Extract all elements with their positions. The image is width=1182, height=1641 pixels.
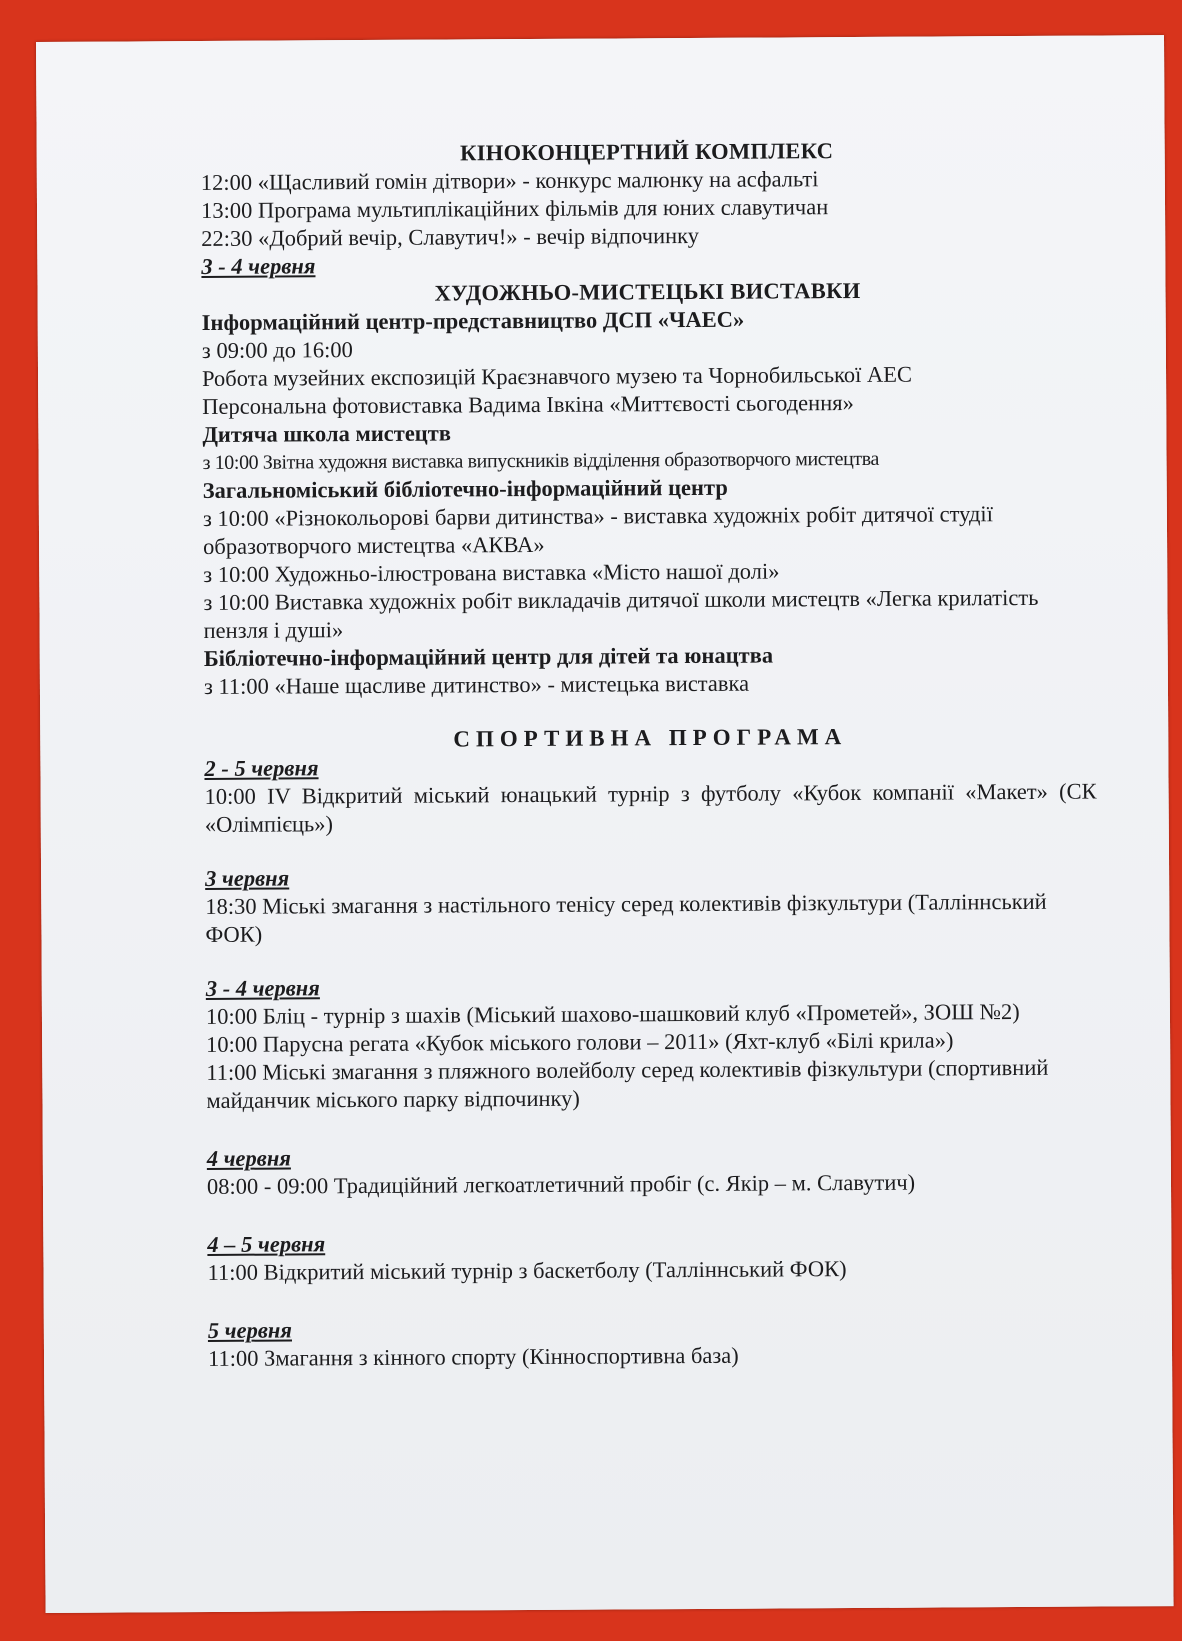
sports-date: 4 червня — [206, 1145, 291, 1171]
venue-line: з 10:00 «Різнокольорові барви дитинства» - виставка художніх робіт дитячої студії образотворчого мистецтва «АКВА» — [202, 501, 993, 559]
sports-block — [208, 1312, 1100, 1373]
venue-name: Інформаційний центр-представництво ДСП «ЧАЕС» — [201, 306, 745, 335]
sports-line: 11:00 Міські змагання з пляжного волейболу серед колективів фізкультури (спортивний майданчик міського парку відпочинку) — [206, 1054, 1049, 1113]
sports-date: 3 червня — [205, 865, 290, 891]
venue-line: Персональна фотовиставка Вадима Івкіна «Миттєвості сьогодення» — [202, 390, 854, 419]
sports-line: 10:00 Парусна регата «Кубок міського голови – 2011» (Яхт-клуб «Білі крила») — [206, 1027, 954, 1057]
sports-date: 3 - 4 червня — [205, 975, 320, 1001]
venue-line: з 09:00 до 16:00 — [201, 337, 353, 363]
venue-name: Бібліотечно-інформаційний центр для дітей та юнацтва — [203, 642, 774, 671]
sports-line: 10:00 Бліц - турнір з шахів (Міський шахово-шашковий клуб «Прометей», ЗОШ №2) — [205, 999, 1020, 1029]
sports-line: 08:00 - 09:00 Традиційний легкоатлетичний пробіг (с. Якір – м. Славутич) — [206, 1169, 916, 1199]
sports-block — [205, 860, 1097, 949]
sports-date: 4 – 5 червня — [207, 1231, 326, 1257]
sports-date: 5 червня — [207, 1317, 293, 1343]
sports-block — [206, 970, 1099, 1115]
sports-date: 2 - 5 червня — [204, 755, 319, 781]
cinema-line: 22:30 «Добрий вечір, Славутич!» - вечір відпочинку — [201, 222, 700, 251]
venue-name: Дитяча школа мистецтв — [202, 420, 452, 447]
document-content — [201, 136, 1101, 1373]
exhibitions-date: 3 - 4 червня — [201, 253, 316, 279]
sports-block — [207, 1140, 1099, 1201]
sports-title: СПОРТИВНА ПРОГРАМА — [453, 724, 848, 752]
venue-line: з 10:00 Художньо-ілюстрована виставка «Місто нашої долі» — [203, 558, 780, 587]
venue-line: з 10:00 Звітна художня виставка випускників відділення образотворчого мистецтва — [202, 447, 880, 474]
cinema-title: КІНОКОНЦЕРТНИЙ КОМПЛЕКС — [460, 138, 834, 166]
cinema-line: 13:00 Програма мультиплікаційних фільмів для юних славутичан — [200, 194, 829, 223]
venue-line: Робота музейних експозицій Краєзнавчого музею та Чорнобильської АЕС — [201, 361, 913, 391]
sports-block — [207, 1226, 1099, 1287]
exhibitions-title: ХУДОЖНЬО-МИСТЕЦЬКІ ВИСТАВКИ — [434, 277, 861, 306]
sports-block — [204, 750, 1096, 839]
sports-line: 11:00 Змагання з кінного спорту (Кінноспортивна база) — [207, 1342, 739, 1371]
sports-line: 10:00 IV Відкритий міський юнацький турнір з футболу «Кубок компанії «Макет» (СК «Олімпієць») — [204, 778, 1097, 837]
venue-line: з 11:00 «Наше щасливе дитинство» - мистецька виставка — [203, 670, 750, 699]
sports-line: 11:00 Відкритий міський турнір з баскетболу (Талліннський ФОК) — [207, 1256, 847, 1285]
venue-name: Загальноміський бібліотечно-інформаційний центр — [202, 474, 728, 503]
sports-line: 18:30 Міські змагання з настільного тенісу серед колективів фізкультури (Талліннський ФОК) — [205, 888, 1047, 947]
venue-line: з 10:00 Виставка художніх робіт викладачів дитячої школи мистецтв «Легка крилатість пензля і душі» — [203, 584, 1039, 643]
cinema-line: 12:00 «Щасливий гомін дітвори» - конкурс малюнку на асфальті — [200, 166, 819, 195]
paper-sheet — [36, 35, 1174, 1613]
